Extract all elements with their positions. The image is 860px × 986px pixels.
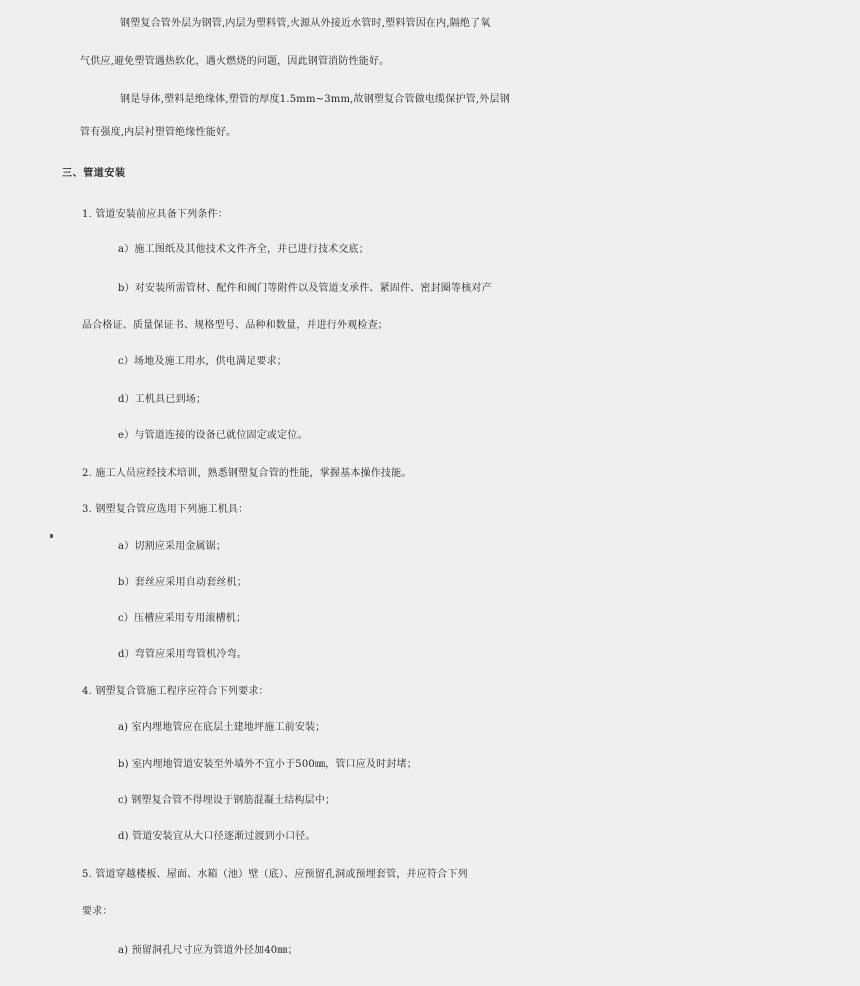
list-subitem: c）场地及施工用水，供电满足要求；	[118, 356, 288, 367]
list-subitem: b）对安装所需管材、配件和阀门等附件以及管道支承件、紧固件、密封圈等核对产	[118, 283, 492, 294]
list-subitem: c) 钢塑复合管不得埋设于钢筋混凝土结构层中；	[118, 795, 336, 806]
paragraph-line: 钢塑复合管外层为钢管,内层为塑料管,火源从外接近水管时,塑料管因在内,隔绝了氧	[120, 18, 491, 29]
list-subitem: a）切割应采用金属锯；	[118, 541, 227, 552]
list-item: 2. 施工人员应经技术培训，熟悉钢塑复合管的性能，掌握基本操作技能。	[82, 468, 412, 479]
list-item: 5. 管道穿越楼板、屋面、水箱（池）壁（底）、应预留孔洞或预埋套管，并应符合下列	[82, 869, 468, 880]
list-subitem: a）施工图纸及其他技术文件齐全，并已进行技术交底；	[118, 244, 369, 255]
list-subitem: d) 管道安装宜从大口径逐渐过渡到小口径。	[118, 831, 316, 842]
list-subitem: a) 预留洞孔尺寸应为管道外径加40㎜；	[118, 945, 298, 956]
list-subitem: b) 室内埋地管道安装至外墙外不宜小于500㎜，管口应及时封堵；	[118, 759, 417, 770]
list-item-continuation: 要求：	[82, 906, 113, 917]
list-subitem-continuation: 品合格证、质量保证书、规格型号、品种和数量，并进行外观检查；	[82, 320, 388, 331]
list-subitem: d）弯管应采用弯管机冷弯。	[118, 649, 248, 660]
paragraph-line: 管有强度,内层衬塑管绝缘性能好。	[80, 127, 237, 138]
list-subitem: d）工机具已到场；	[118, 394, 207, 405]
list-item: 4. 钢塑复合管施工程序应符合下列要求：	[82, 686, 269, 697]
list-subitem: a) 室内埋地管应在底层土建地坪施工前安装；	[118, 722, 326, 733]
section-heading: 三、管道安装	[62, 168, 126, 179]
list-subitem: c）压槽应采用专用滚槽机；	[118, 613, 247, 624]
list-item: 3. 钢塑复合管应选用下列施工机具：	[82, 504, 249, 515]
scan-speck	[50, 534, 53, 538]
paragraph-line: 钢是导体,塑料是绝缘体,塑管的厚度1.5mm~3mm,故钢塑复合管做电缆保护管,外层钢	[120, 94, 510, 105]
list-subitem: e）与管道连接的设备已就位固定或定位。	[118, 430, 308, 441]
paragraph-line: 气供应,避免塑管遇热软化，遇火燃烧的问题，因此钢管消防性能好。	[80, 56, 390, 67]
list-subitem: b）套丝应采用自动套丝机；	[118, 577, 248, 588]
list-item: 1. 管道安装前应具备下列条件：	[82, 209, 228, 220]
